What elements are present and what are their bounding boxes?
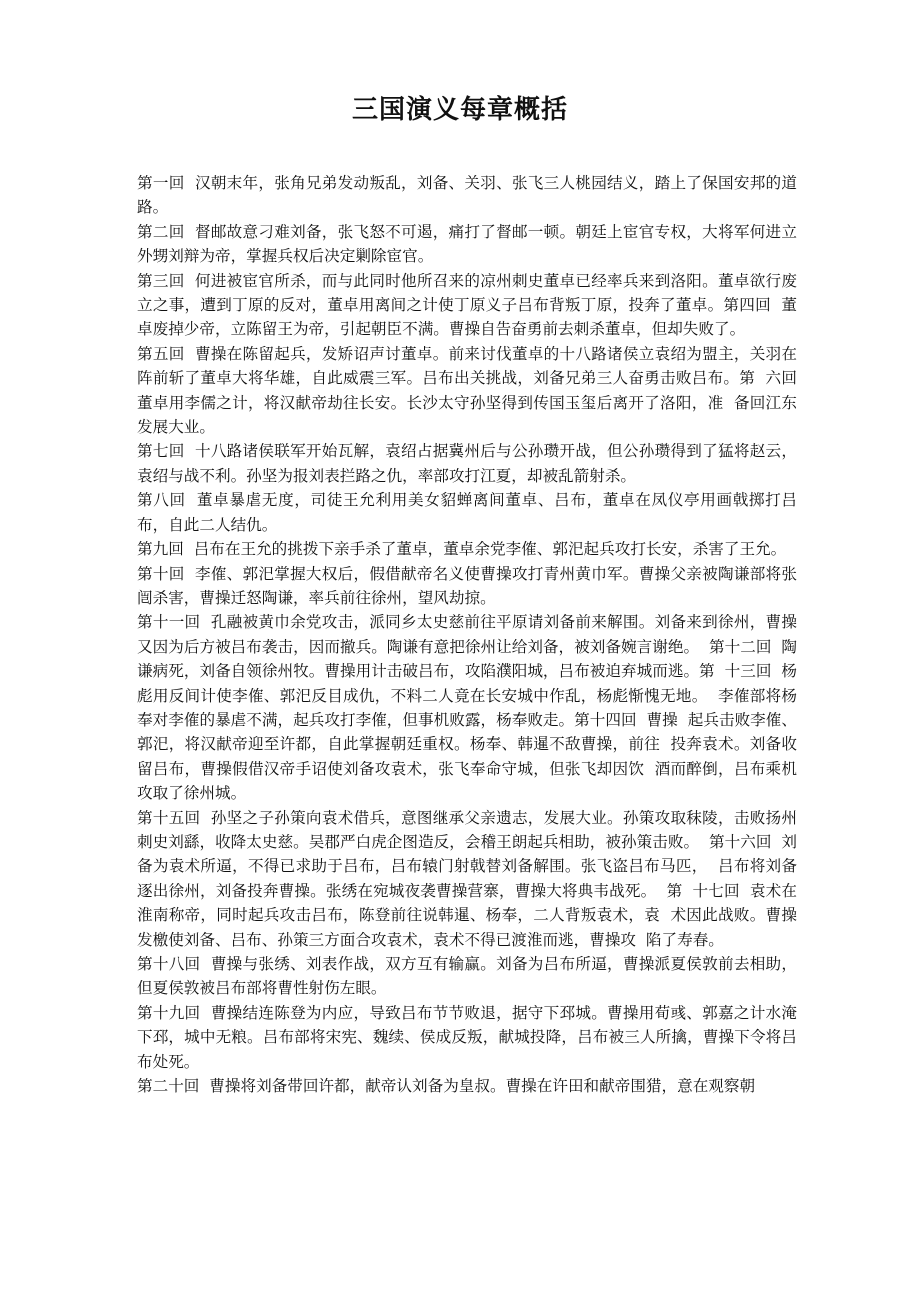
paragraph-chapter-20: 第二十回 曹操将刘备带回许都，献帝认刘备为皇叔。曹操在许田和献帝围猎，意在观察朝 bbox=[137, 1077, 756, 1096]
paragraph-chapter-1: 第一回 汉朝末年，张角兄弟发动叛乱，刘备、关羽、张飞三人桃园结义，踏上了保国安邦的道路。 bbox=[137, 174, 797, 217]
paragraph-chapter-10: 第十回 李傕、郭汜掌握大权后，假借献帝名义使曹操攻打青州黄巾军。曹操父亲被陶谦部将张闿杀害，曹操迁怒陶谦，率兵前往徐州，望风劫掠。 bbox=[137, 564, 797, 607]
paragraph-chapter-9: 第九回 吕布在王允的挑拨下亲手杀了董卓，董卓余党李傕、郭汜起兵攻打长安，杀害了王允。 bbox=[137, 540, 787, 559]
paragraph-chapter-11-14: 第十一回 孔融被黄巾余党攻击，派同乡太史慈前往平原请刘备前来解围。刘备来到徐州，曹操又因为后方被吕布袭击，因而撤兵。陶谦有意把徐州让给刘备，被刘备婉言谢绝。 第十二回 陶谦病死，刘备自领徐州牧。曹操用计击破吕布，攻陷濮阳城，吕布被迫弃城而逃。第 十三回 杨彪用反间计使李傕、郭汜反目成仇，不料二人竟在长安城中作乱，杨彪惭愧无地。 李傕部将杨奉对李傕的暴虐不满，起兵攻打李傕，但事机败露，杨奉败走。第十四回 曹操 起兵击败李傕、郭汜，将汉献帝迎至许都，自此掌握朝廷重权。杨奉、韩暹不敌曹操，前往 投奔袁术。刘备收留吕布，曹操假借汉帝手诏使刘备攻袁术，张飞奉命守城，但张飞却因饮 酒而醉倒，吕布乘机攻取了徐州城。 bbox=[137, 613, 797, 803]
paragraph-chapter-18: 第十八回 曹操与张绣、刘表作战，双方互有输赢。刘备为吕布所逼，曹操派夏侯敦前去相助，但夏侯敦被吕布部将曹性射伤左眼。 bbox=[137, 955, 797, 998]
paragraph-chapter-19: 第十九回 曹操结连陈登为内应，导致吕布节节败退，据守下邳城。曹操用荀彧、郭嘉之计水淹下邳，城中无粮。吕布部将宋宪、魏续、侯成反叛，献城投降，吕布被三人所擒，曹操下令将吕布处死。 bbox=[137, 1003, 797, 1071]
paragraph-chapter-2: 第二回 督邮故意刁难刘备，张飞怒不可遏，痛打了督邮一顿。朝廷上宦官专权，大将军何进立外甥刘辩为帝，掌握兵权后决定剿除宦官。 bbox=[137, 222, 797, 266]
paragraph-chapter-7: 第七回 十八路诸侯联军开始瓦解，袁绍占据冀州后与公孙瓒开战，但公孙瓒得到了猛将赵云，袁绍与战不利。孙坚为报刘表拦路之仇，率部攻打江夏，却被乱箭射杀。 bbox=[137, 442, 797, 485]
paragraph-chapter-8: 第八回 董卓暴虐无度，司徒王允利用美女貂蝉离间董卓、吕布，董卓在凤仪亭用画戟掷打吕布，自此二人结仇。 bbox=[137, 491, 797, 534]
document-title: 三国演义每章概括 bbox=[351, 95, 568, 125]
paragraph-chapter-3-4: 第三回 何进被宦官所杀，而与此同时他所召来的凉州刺史董卓已经率兵来到洛阳。董卓欲行废立之事，遭到丁原的反对，董卓用离间之计使丁原义子吕布背叛丁原，投奔了董卓。第四回 董卓废掉少帝，立陈留王为帝，引起朝臣不满。曹操自告奋勇前去刺杀董卓，但却失败了。 bbox=[137, 271, 797, 339]
paragraph-chapter-15-17: 第十五回 孙坚之子孙策向袁术借兵，意图继承父亲遗志，发展大业。孙策攻取秣陵，击败扬州刺史刘繇，收降太史慈。吴郡严白虎企图造反，会稽王朗起兵相助，被孙策击败。 第十六回 刘备为袁术所逼，不得已求助于吕布，吕布辕门射戟替刘备解围。张飞盗吕布马匹， 吕布将刘备逐出徐州，刘备投奔曹操。张绣在宛城夜袭曹操营寨，曹操大将典韦战死。 第 十七回 袁术在淮南称帝，同时起兵攻击吕布，陈登前往说韩暹、杨奉，二人背叛袁术，袁 术因此战败。曹操发檄使刘备、吕布、孙策三方面合攻袁术，袁术不得已渡淮而逃，曹操攻 陷了寿春。 bbox=[137, 808, 797, 949]
document-body bbox=[137, 171, 807, 1098]
paragraph-chapter-5-6: 第五回 曹操在陈留起兵，发矫诏声讨董卓。前来讨伐董卓的十八路诸侯立袁绍为盟主，关羽在阵前斩了董卓大将华雄，自此威震三军。吕布出关挑战，刘备兄弟三人奋勇击败吕布。第 六回 董卓用李儒之计，将汉献帝劫往长安。长沙太守孙坚得到传国玉玺后离开了洛阳，准 备回江东发展大业。 bbox=[137, 344, 807, 437]
